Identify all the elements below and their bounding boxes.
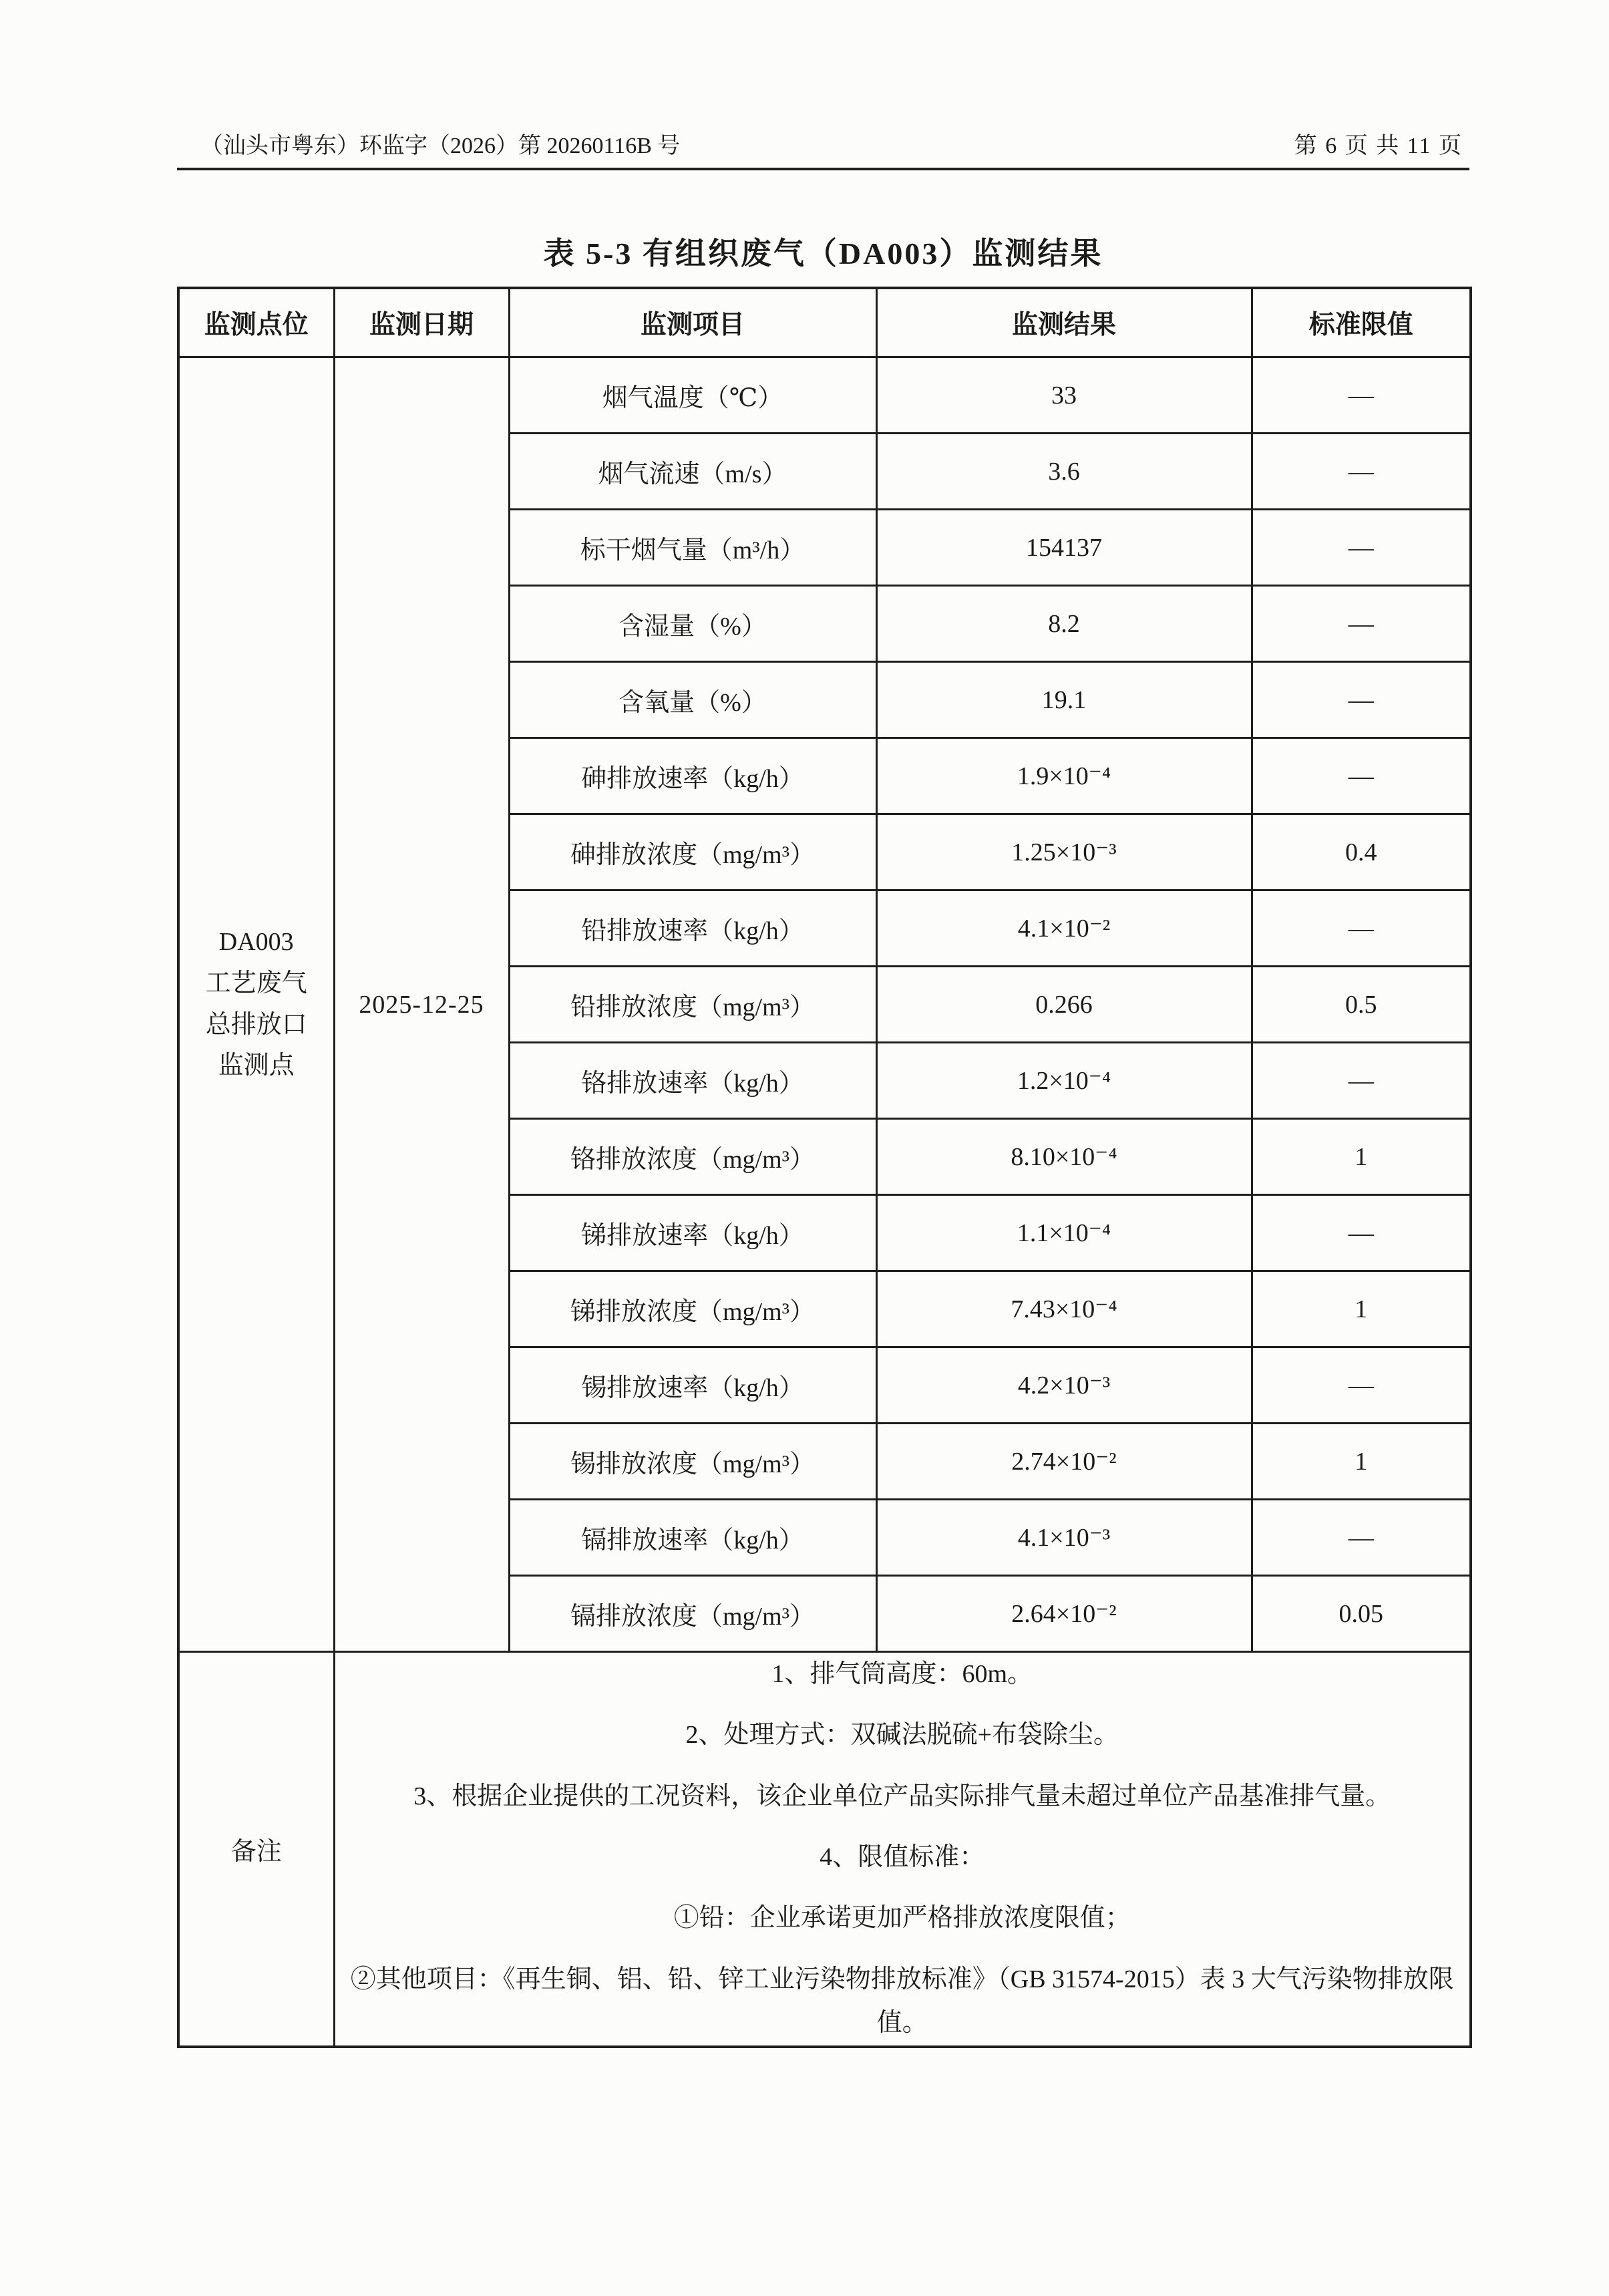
site-line: DA003 [218,928,294,957]
result-cell: 4.1×10⁻² [876,890,1252,967]
limit-cell: — [1252,1347,1471,1424]
monitoring-table [177,287,1472,2048]
site-line: 工艺废气 [205,969,307,997]
page-content [177,0,1469,2048]
limit-cell: 1 [1252,1424,1471,1500]
result-cell: 2.74×10⁻² [876,1424,1252,1500]
result-cell: 33 [876,357,1252,434]
limit-cell: — [1252,434,1471,510]
remark-line: 4、限值标准： [820,1843,985,1872]
result-cell: 3.6 [876,434,1252,510]
remark-content-cell [334,1652,1471,2047]
limit-cell: 1 [1252,1119,1471,1195]
result-cell: 1.1×10⁻⁴ [876,1195,1252,1271]
site-cell [178,357,334,1652]
remark-line: 3、根据企业提供的工况资料，该企业单位产品实际排气量未超过单位产品基准排气量。 [413,1782,1391,1810]
result-cell: 0.266 [876,967,1252,1043]
page-indicator: 第 6 页 共 11 页 [1294,134,1463,158]
item-cell: 铅排放浓度（mg/m³） [509,967,876,1043]
result-cell: 4.1×10⁻³ [876,1500,1252,1576]
item-cell: 锡排放速率（kg/h） [509,1347,876,1424]
page-header [177,127,1469,170]
date-cell: 2025-12-25 [334,357,509,1652]
item-cell: 砷排放浓度（mg/m³） [509,814,876,890]
item-cell: 烟气温度（℃） [509,357,876,434]
result-cell: 8.2 [876,586,1252,662]
item-cell: 镉排放浓度（mg/m³） [509,1576,876,1652]
remark-label-cell: 备注 [178,1652,334,2047]
limit-cell: 0.4 [1252,814,1471,890]
result-cell: 1.25×10⁻³ [876,814,1252,890]
item-cell: 标干烟气量（m³/h） [509,510,876,586]
result-cell: 1.2×10⁻⁴ [876,1043,1252,1119]
limit-cell: — [1252,510,1471,586]
remark-line: 2、处理方式：双碱法脱硫+布袋除尘。 [685,1721,1119,1750]
limit-cell: — [1252,738,1471,814]
result-cell: 19.1 [876,662,1252,738]
table-row [178,357,1471,434]
col-header-limit: 标准限值 [1252,288,1471,357]
doc-number: （汕头市粤东）环监字（2026）第 20260116B 号 [200,134,681,158]
limit-cell: 0.05 [1252,1576,1471,1652]
limit-cell: — [1252,586,1471,662]
item-cell: 含氧量（%） [509,662,876,738]
remark-line: ②其他项目：《再生铜、铝、铅、锌工业污染物排放标准》（GB 31574-2015）表 3 大气污染物排放限值。 [350,1965,1454,2037]
result-cell: 8.10×10⁻⁴ [876,1119,1252,1195]
limit-cell: — [1252,357,1471,434]
remark-line: 1、排气筒高度：60m。 [771,1660,1033,1688]
result-cell: 154137 [876,510,1252,586]
limit-cell: — [1252,1195,1471,1271]
col-header-site: 监测点位 [178,288,334,357]
limit-cell: — [1252,1043,1471,1119]
item-cell: 铬排放速率（kg/h） [509,1043,876,1119]
result-cell: 4.2×10⁻³ [876,1347,1252,1424]
result-cell: 7.43×10⁻⁴ [876,1271,1252,1347]
site-line: 总排放口 [205,1010,307,1039]
item-cell: 锑排放速率（kg/h） [509,1195,876,1271]
item-cell: 砷排放速率（kg/h） [509,738,876,814]
table-header-row [178,288,1471,357]
result-cell: 1.9×10⁻⁴ [876,738,1252,814]
site-line: 监测点 [218,1051,295,1080]
remark-line: ①铅：企业承诺更加严格排放浓度限值； [673,1904,1131,1933]
limit-cell: — [1252,1500,1471,1576]
limit-cell: — [1252,890,1471,967]
result-cell: 2.64×10⁻² [876,1576,1252,1652]
table-title: 表 5-3 有组织废气（DA003）监测结果 [543,236,1103,271]
col-header-item: 监测项目 [509,288,876,357]
item-cell: 铬排放浓度（mg/m³） [509,1119,876,1195]
col-header-result: 监测结果 [876,288,1252,357]
remark-row [178,1652,1471,2047]
limit-cell: — [1252,662,1471,738]
item-cell: 锑排放浓度（mg/m³） [509,1271,876,1347]
limit-cell: 0.5 [1252,967,1471,1043]
limit-cell: 1 [1252,1271,1471,1347]
item-cell: 锡排放浓度（mg/m³） [509,1424,876,1500]
col-header-date: 监测日期 [334,288,509,357]
item-cell: 铅排放速率（kg/h） [509,890,876,967]
item-cell: 烟气流速（m/s） [509,434,876,510]
item-cell: 镉排放速率（kg/h） [509,1500,876,1576]
item-cell: 含湿量（%） [509,586,876,662]
